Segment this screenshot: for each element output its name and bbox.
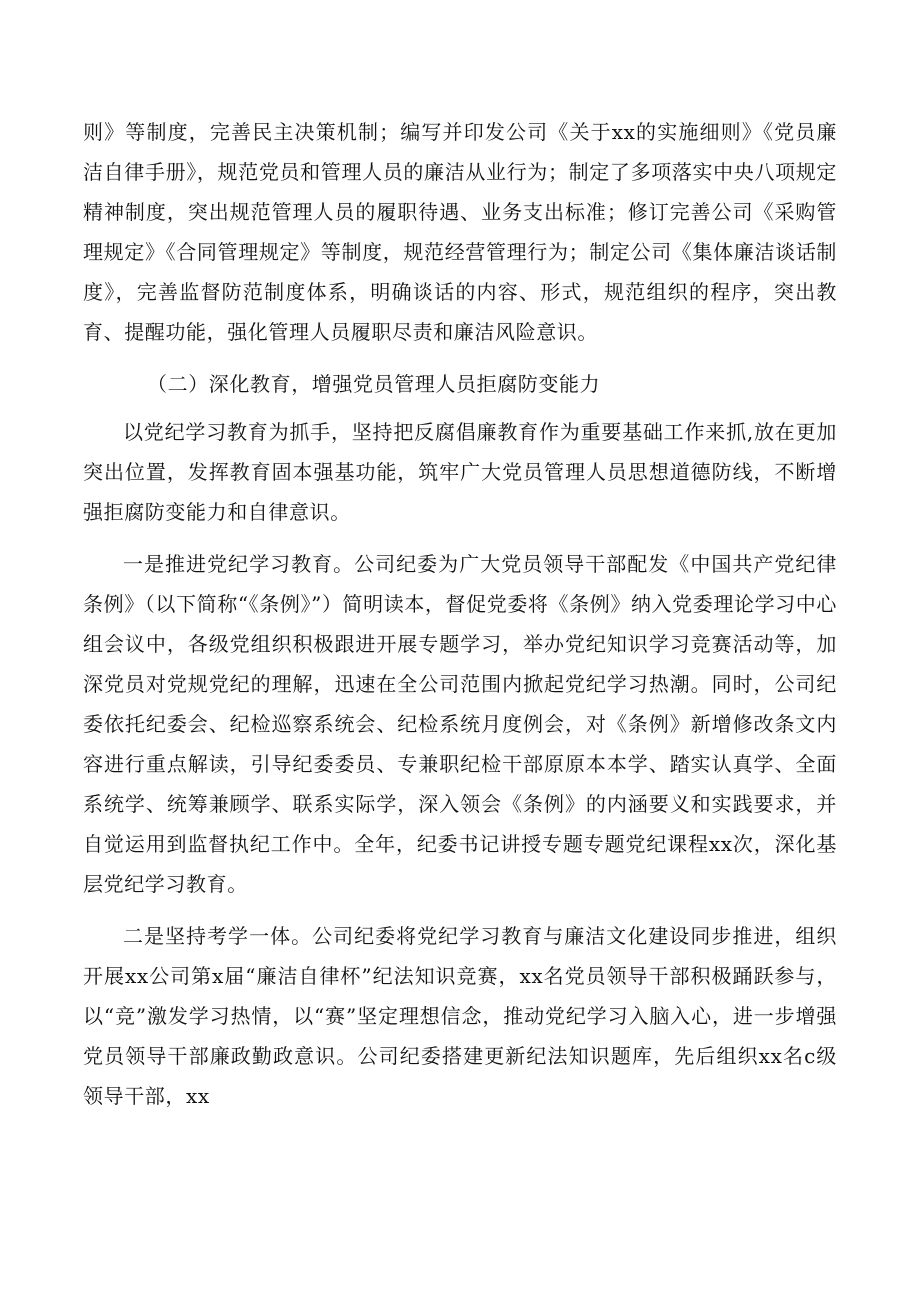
- paragraph-intro: 以党纪学习教育为抓手，坚持把反腐倡廉教育作为重要基础工作来抓,放在更加突出位置，发挥教育固本强基功能，筑牢广大党员管理人员思想道德防线，不断增强拒腐防变能力和自律意识。: [83, 420, 837, 524]
- paragraph-point-one: 一是推进党纪学习教育。公司纪委为广大党员领导干部配发《中国共产党纪律条例》（以下简称“《条例》”）简明读本，督促党委将《条例》纳入党委理论学习中心组会议中，各级党组织积极跟进开展专题学习，举办党纪知识学习竞赛活动等，加深党员对党规党纪的理解，迅速在全公司范围内掀起党纪学习热潮。同时，公司纪委依托纪委会、纪检巡察系统会、纪检系统月度例会，对《条例》新增修改条文内容进行重点解读，引导纪委委员、专兼职纪检干部原原本本学、踏实认真学、全面系统学、统筹兼顾学、联系实际学，深入领会《条例》的内涵要义和实践要求，并自觉运用到监督执纪工作中。全年，纪委书记讲授专题专题党纪课程xx次，深化基层党纪学习教育。: [83, 552, 837, 896]
- section-heading: （二）深化教育，增强党员管理人员拒腐防变能力: [147, 372, 601, 396]
- paragraph-point-two: 二是坚持考学一体。公司纪委将党纪学习教育与廉洁文化建设同步推进，组织开展xx公司第x届“廉洁自律杯”纪法知识竞赛，xx名党员领导干部积极踊跃参与，以“竞”激发学习热情，以“赛”坚定理想信念，推动党纪学习入脑入心，进一步增强党员领导干部廉政勤政意识。公司纪委搭建更新纪法知识题库，先后组织xx名c级领导干部，xx: [83, 924, 837, 1108]
- paragraph-continuation: 则》等制度，完善民主决策机制；编写并印发公司《关于xx的实施细则》《党员廉洁自律手册》，规范党员和管理人员的廉洁从业行为；制定了多项落实中央八项规定精神制度，突出规范管理人员的履职待遇、业务支出标准；修订完善公司《采购管理规定》《合同管理规定》等制度，规范经营管理行为；制定公司《集体廉洁谈话制度》，完善监督防范制度体系，明确谈话的内容、形式，规范组织的程序，突出教育、提醒功能，强化管理人员履职尽责和廉洁风险意识。: [83, 120, 837, 344]
- document-body: [83, 112, 837, 1116]
